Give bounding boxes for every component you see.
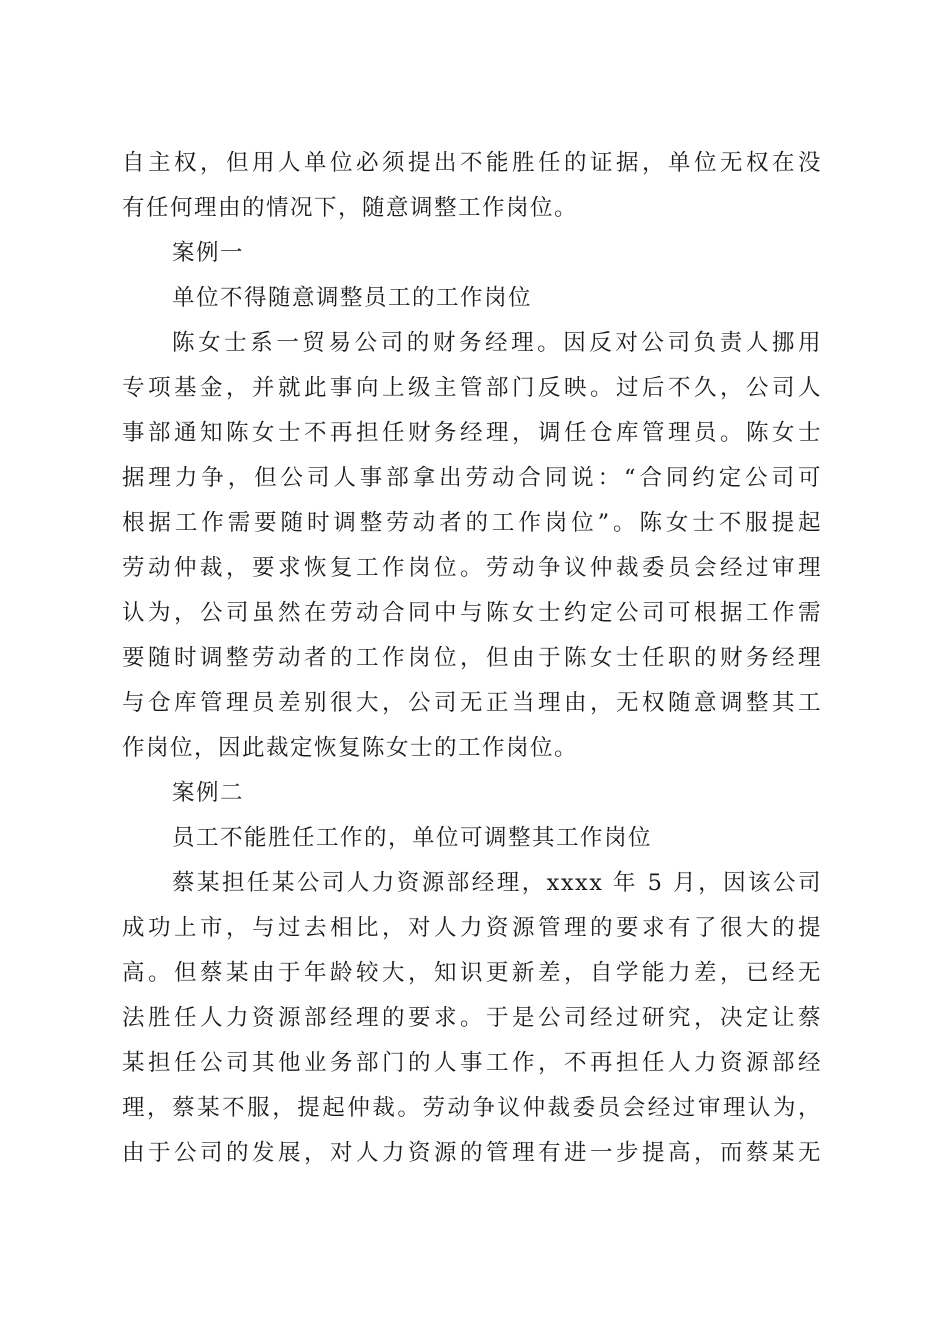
text-line: 案例二: [172, 780, 245, 806]
text-line: 理，蔡某不服，提起仲裁。劳动争议仲裁委员会经过审理认为，: [122, 1095, 822, 1121]
text-line: 由于公司的发展，对人力资源的管理有进一步提高，而蔡某无: [122, 1140, 822, 1166]
text-line: 专项基金，并就此事向上级主管部门反映。过后不久，公司人: [122, 375, 822, 401]
text-line: 要随时调整劳动者的工作岗位，但由于陈女士任职的财务经理: [122, 645, 822, 671]
case-one-body: [122, 321, 822, 771]
text-line: 劳动仲裁，要求恢复工作岗位。劳动争议仲裁委员会经过审理: [122, 555, 822, 581]
text-line: 成功上市，与过去相比，对人力资源管理的要求有了很大的提: [122, 915, 822, 941]
text-line: 根据工作需要随时调整劳动者的工作岗位”。陈女士不服提起: [122, 510, 822, 536]
text-line: 认为，公司虽然在劳动合同中与陈女士约定公司可根据工作需: [122, 600, 822, 626]
paragraph-continuation: [122, 141, 822, 231]
case-two-label: [122, 771, 822, 816]
text-line: 据理力争，但公司人事部拿出劳动合同说：“合同约定公司可: [122, 465, 822, 491]
text-line: 高。但蔡某由于年龄较大，知识更新差，自学能力差，已经无: [122, 960, 822, 986]
text-line: 某担任公司其他业务部门的人事工作，不再担任人力资源部经: [122, 1050, 822, 1076]
text-line: 蔡某担任某公司人力资源部经理，xxxx 年 5 月，因该公司: [172, 870, 822, 896]
case-one-label: [122, 231, 822, 276]
text-line: 有任何理由的情况下，随意调整工作岗位。: [122, 195, 579, 221]
text-line: 陈女士系一贸易公司的财务经理。因反对公司负责人挪用: [172, 330, 822, 356]
text-line: 作岗位，因此裁定恢复陈女士的工作岗位。: [122, 735, 579, 761]
text-line: 与仓库管理员差别很大，公司无正当理由，无权随意调整其工: [122, 690, 822, 716]
text-line: 事部通知陈女士不再担任财务经理，调任仓库管理员。陈女士: [122, 420, 822, 446]
text-line: 案例一: [172, 240, 245, 266]
case-two-title: [122, 816, 822, 861]
text-line: 单位不得随意调整员工的工作岗位: [172, 285, 533, 311]
case-two-body: [122, 861, 822, 1176]
case-one-title: [122, 276, 822, 321]
body-text: [122, 141, 822, 1176]
text-line: 自主权，但用人单位必须提出不能胜任的证据，单位无权在没: [122, 150, 822, 176]
text-line: 员工不能胜任工作的，单位可调整其工作岗位: [172, 825, 653, 851]
text-line: 法胜任人力资源部经理的要求。于是公司经过研究，决定让蔡: [122, 1005, 822, 1031]
